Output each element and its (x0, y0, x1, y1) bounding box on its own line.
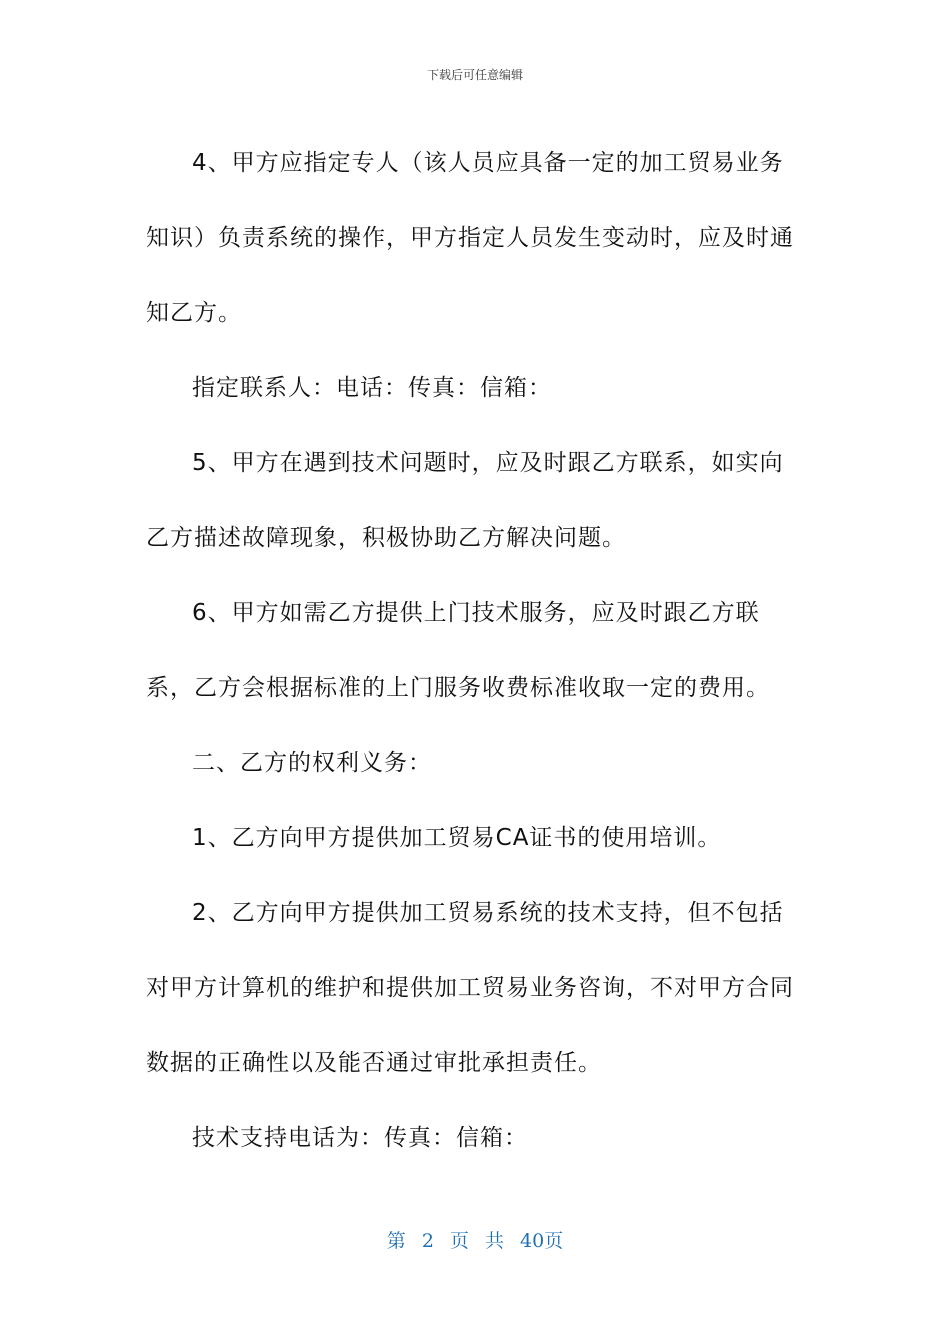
paragraph-support-contact: 技术支持电话为：传真：信箱： (192, 1125, 528, 1151)
paragraph-b-item-1: 1、乙方向甲方提供加工贸易CA证书的使用培训。 (192, 825, 722, 851)
section-heading-party-b: 二、乙方的权利义务： (192, 750, 432, 776)
paragraph-b-item-2: 2、乙方向甲方提供加工贸易系统的技术支持，但不包括对甲方计算机的维护和提供加工贸易业务咨询，不对甲方合同数据的正确性以及能否通过审批承担责任。 (146, 900, 794, 1076)
document-body (146, 126, 806, 1176)
header-note: 下载后可任意编辑 (426, 68, 523, 82)
page-number: 第 2 页 共 40页 (386, 1230, 564, 1252)
paragraph-item-6: 6、甲方如需乙方提供上门技术服务，应及时跟乙方联系，乙方会根据标准的上门服务收费标准收取一定的费用。 (146, 600, 770, 701)
paragraph-item-4: 4、甲方应指定专人（该人员应具备一定的加工贸易业务知识）负责系统的操作，甲方指定人员发生变动时，应及时通知乙方。 (146, 150, 794, 326)
paragraph-contact: 指定联系人：电话：传真：信箱： (192, 375, 552, 401)
paragraph-item-5: 5、甲方在遇到技术问题时，应及时跟乙方联系，如实向乙方描述故障现象，积极协助乙方解决问题。 (146, 450, 784, 551)
